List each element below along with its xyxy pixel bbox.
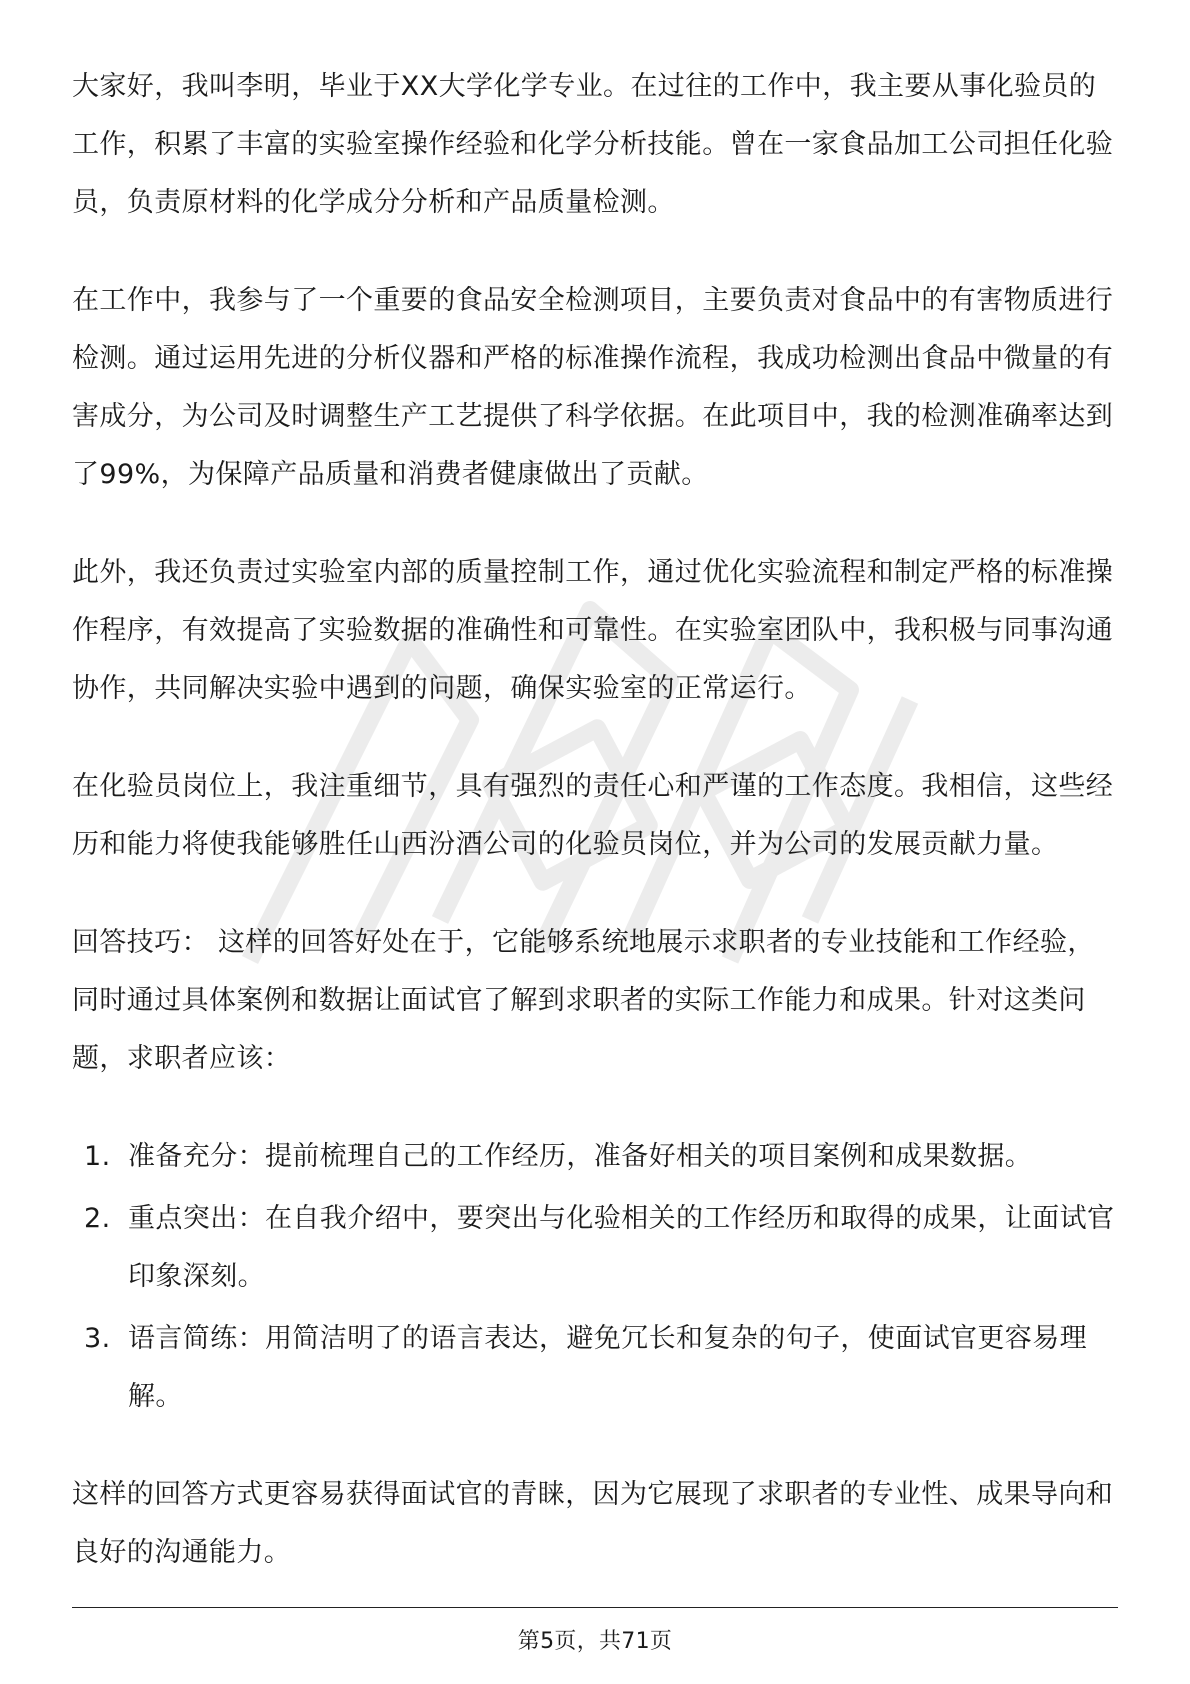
paragraph-answer-tips: 回答技巧： 这样的回答好处在于，它能够系统地展示求职者的专业技能和工作经验，同时通过具体案例和数据让面试官了解到求职者的实际工作能力和成果。针对这类问题，求职者应该： [72,927,1095,1074]
page-number: 第5页，共71页 [517,1629,673,1654]
list-item [72,1190,1122,1306]
paragraph-project: 在工作中，我参与了一个重要的食品安全检测项目，主要负责对食品中的有害物质进行检测。通过运用先进的分析仪器和严格的标准操作流程，我成功检测出食品中微量的有害成分，为公司及时调整生产工艺提供了科学依据。在此项目中，我的检测准确率达到了99%，为保障产品质量和消费者健康做出了贡献。 [72,285,1114,490]
list-item [72,1128,1122,1186]
paragraph-closing: 这样的回答方式更容易获得面试官的青睐，因为它展现了求职者的专业性、成果导向和良好的沟通能力。 [72,1479,1114,1568]
paragraph-intro: 大家好，我叫李明，毕业于XX大学化学专业。在过往的工作中，我主要从事化验员的工作，积累了丰富的实验室操作经验和化学分析技能。曾在一家食品加工公司担任化验员，负责原材料的化学成分分析和产品质量检测。 [72,71,1114,218]
list-item-number: 2. [84,1203,111,1234]
document-body [72,58,1122,1622]
tips-list [72,1128,1122,1426]
list-item-number: 3. [84,1323,111,1354]
paragraph-quality-control: 此外，我还负责过实验室内部的质量控制工作，通过优化实验流程和制定严格的标准操作程序，有效提高了实验数据的准确性和可靠性。在实验室团队中，我积极与同事沟通协作，共同解决实验中遇到的问题，确保实验室的正常运行。 [72,557,1114,704]
list-item-number: 1. [84,1141,111,1172]
list-item-text: 重点突出：在自我介绍中，要突出与化验相关的工作经历和取得的成果，让面试官印象深刻。 [128,1203,1115,1292]
list-item [72,1310,1122,1426]
paragraph-conclusion: 在化验员岗位上，我注重细节，具有强烈的责任心和严谨的工作态度。我相信，这些经历和能力将使我能够胜任山西汾酒公司的化验员岗位，并为公司的发展贡献力量。 [72,771,1114,860]
list-item-text: 准备充分：提前梳理自己的工作经历，准备好相关的项目案例和成果数据。 [128,1141,1033,1172]
list-item-text: 语言简练：用简洁明了的语言表达，避免冗长和复杂的句子，使面试官更容易理解。 [128,1323,1087,1412]
